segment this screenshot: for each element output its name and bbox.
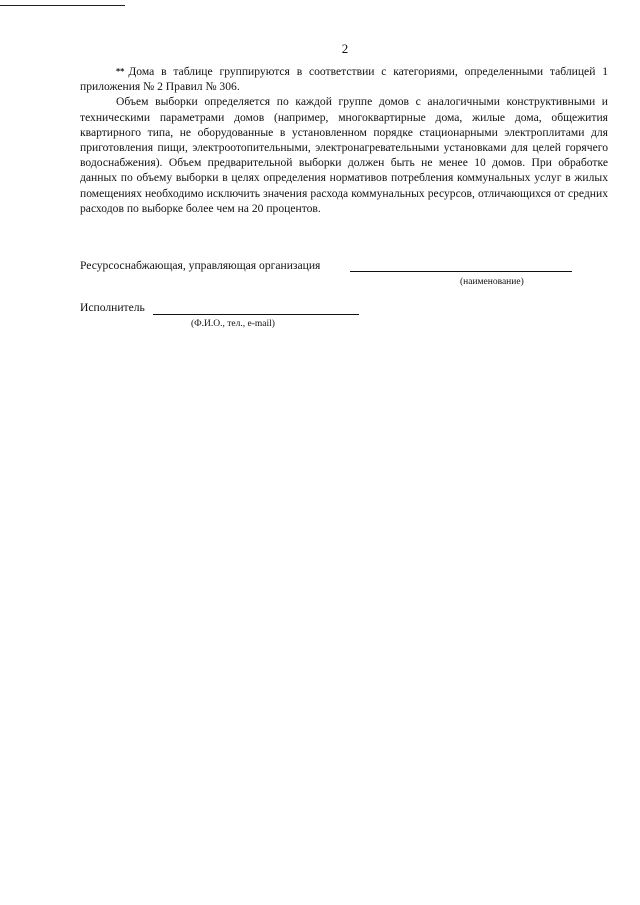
document-body xyxy=(80,64,608,216)
organization-label: Ресурсоснабжающая, управляющая организация xyxy=(80,259,321,272)
page-number: 2 xyxy=(341,41,349,56)
sample-volume-paragraph: Объем выборки определяется по каждой группе домов с аналогичными конструктивными и техническими параметрами домов (например, многоквартирные дома, жилые дома, общежития квартирного типа, не оборудованные в установленном порядке стационарными электроплитами для приготовления пищи, электроотопительными, электронагревательными установками для целей горячего водоснабжения). Объем предварительной выборки должен быть не менее 10 домов. При обработке данных по объему выборки в целях определения нормативов потребления коммунальных услуг в жилых помещениях необходимо исключить значения расхода коммунальных ресурсов, отличающихся от средних расходов по выборке более чем на 20 процентов. xyxy=(80,95,608,215)
header-rule xyxy=(0,5,125,6)
organization-caption: (наименование) xyxy=(460,277,524,287)
executor-signature-line xyxy=(153,314,359,315)
footnote-text: Дома в таблице группируются в соответствии с категориями, определенными таблицей 1 приложения № 2 Правил № 306. xyxy=(80,65,608,94)
organization-signature-line xyxy=(350,271,572,272)
executor-caption: (Ф.И.О., тел., e-mail) xyxy=(191,319,275,329)
executor-label: Исполнитель xyxy=(80,301,145,314)
footnote-marker: ** xyxy=(116,67,125,76)
footnote-paragraph xyxy=(80,64,608,94)
